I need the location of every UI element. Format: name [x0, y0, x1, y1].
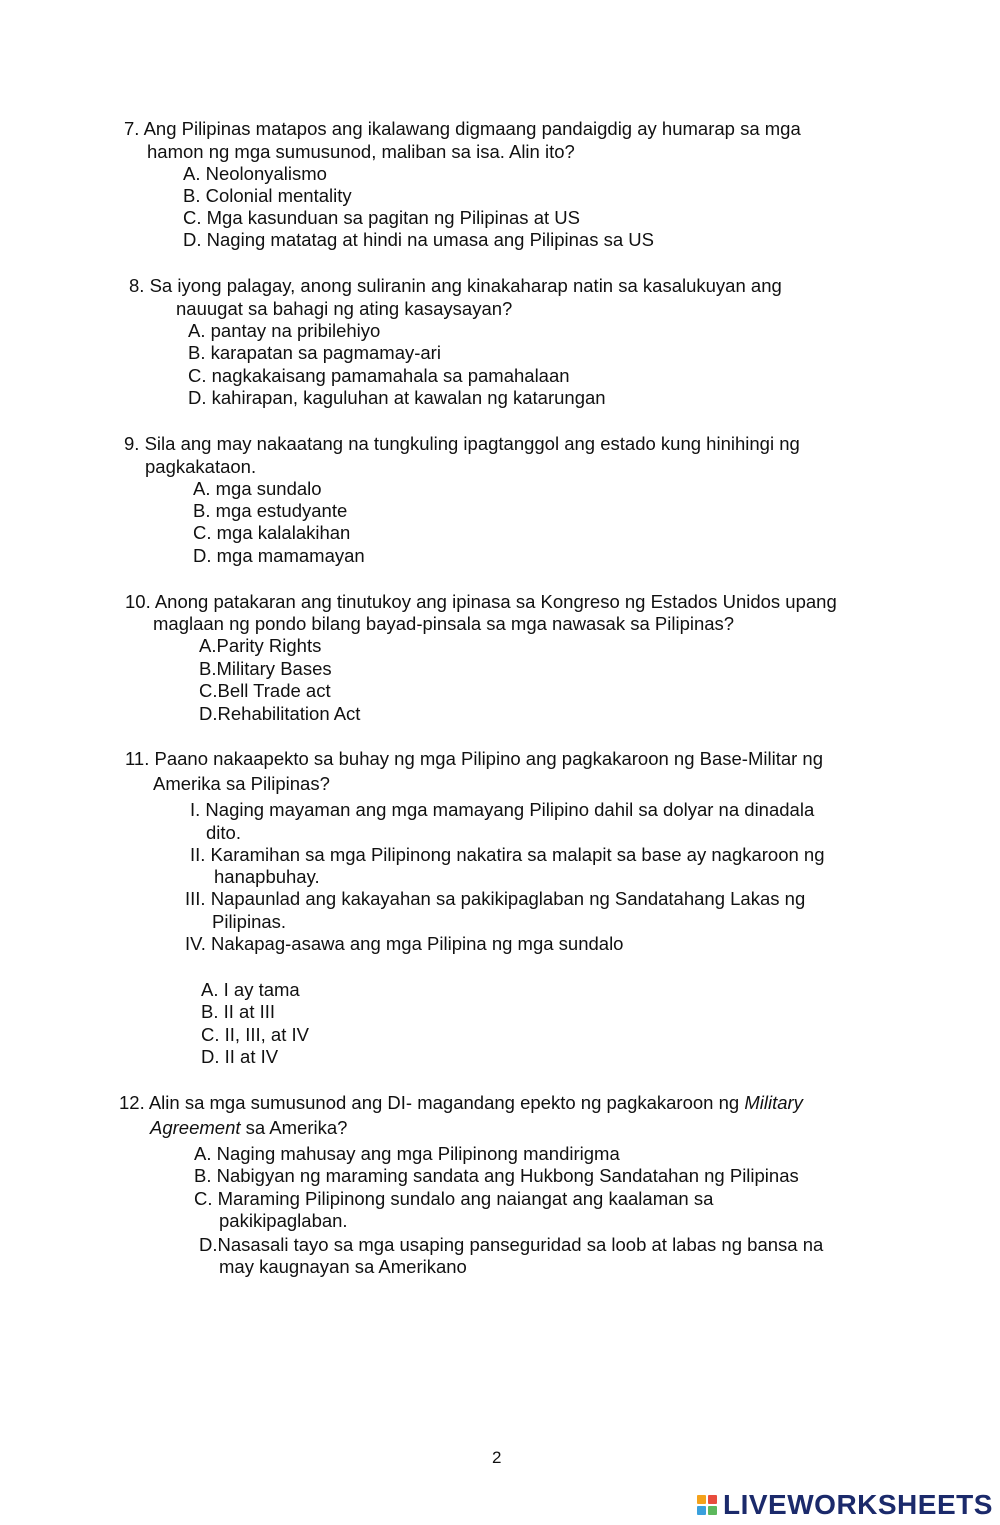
- q12-stem-italic-1: Military: [744, 1092, 803, 1113]
- q8-choice-a[interactable]: A. pantay na pribilehiyo: [188, 320, 381, 341]
- q7-choice-d[interactable]: D. Naging matatag at hindi na umasa ang Pilipinas sa US: [183, 229, 654, 250]
- q12-stem-italic-2: Agreement: [150, 1117, 241, 1138]
- q11-number: 11.: [125, 748, 150, 769]
- q9-choice-c[interactable]: C. mga kalalakihan: [193, 522, 351, 543]
- q7-stem-line1: 7. Ang Pilipinas matapos ang ikalawang digmaang pandaigdig ay humarap sa mga: [124, 118, 801, 139]
- q8-choice-b[interactable]: B. karapatan sa pagmamay-ari: [188, 342, 441, 363]
- q11-statement-1: I. Naging mayaman ang mga mamayang Pilipino dahil sa dolyar na dinadala: [190, 799, 815, 820]
- q7-stem-line2: hamon ng mga sumusunod, maliban sa isa. Alin ito?: [147, 141, 575, 162]
- q10-choice-b[interactable]: B.Military Bases: [199, 658, 332, 679]
- q10-choice-a[interactable]: A.Parity Rights: [199, 635, 322, 656]
- q9-number: 9.: [124, 433, 140, 454]
- q11-stem-line1: 11. Paano nakaapekto sa buhay ng mga Pilipino ang pagkakaroon ng Base-Militar ng: [125, 748, 824, 769]
- logo-blocks-icon: [697, 1495, 717, 1515]
- q12-stem-line1: 12. Alin sa mga sumusunod ang DI- magandang epekto ng pagkakaroon ng Military: [119, 1092, 803, 1113]
- q11-statement-2-cont: hanapbuhay.: [214, 866, 320, 887]
- q12-choice-d-cont: may kaugnayan sa Amerikano: [219, 1256, 467, 1277]
- q11-choice-a[interactable]: A. I ay tama: [201, 979, 300, 1000]
- q7-choice-b[interactable]: B. Colonial mentality: [183, 185, 352, 206]
- logo-text: LIVEWORKSHEETS: [723, 1489, 993, 1520]
- q11-choice-d[interactable]: D. II at IV: [201, 1046, 279, 1067]
- q12-stem-line2: Agreement sa Amerika?: [150, 1117, 348, 1138]
- q8-number: 8.: [129, 275, 145, 296]
- q9-stem-line2: pagkakataon.: [145, 456, 257, 477]
- q10-choice-c[interactable]: C.Bell Trade act: [199, 680, 331, 701]
- q7-number: 7.: [124, 118, 140, 139]
- q10-choice-d[interactable]: D.Rehabilitation Act: [199, 703, 361, 724]
- q11-statement-3-cont: Pilipinas.: [212, 911, 287, 932]
- q11-stem-line2: Amerika sa Pilipinas?: [153, 773, 330, 794]
- q8-choice-c[interactable]: C. nagkakaisang pamamahala sa pamahalaan: [188, 365, 570, 386]
- q11-statement-1-cont: dito.: [206, 822, 241, 843]
- q12-choice-a[interactable]: A. Naging mahusay ang mga Pilipinong mandirigma: [194, 1143, 620, 1164]
- q7-choice-a[interactable]: A. Neolonyalismo: [183, 163, 327, 184]
- q11-choice-b[interactable]: B. II at III: [201, 1001, 276, 1022]
- q10-number: 10.: [125, 591, 151, 612]
- q11-choice-c[interactable]: C. II, III, at IV: [201, 1024, 309, 1045]
- q12-choice-c-cont: pakikipaglaban.: [219, 1210, 348, 1231]
- q8-choice-d[interactable]: D. kahirapan, kaguluhan at kawalan ng katarungan: [188, 387, 606, 408]
- liveworksheets-logo: [697, 1488, 993, 1522]
- q12-choice-c[interactable]: C. Maraming Pilipinong sundalo ang naiangat ang kaalaman sa: [194, 1188, 714, 1209]
- q10-stem-line2: maglaan ng pondo bilang bayad-pinsala sa mga nawasak sa Pilipinas?: [153, 613, 735, 634]
- q10-stem-line1: 10. Anong patakaran ang tinutukoy ang ipinasa sa Kongreso ng Estados Unidos upang: [125, 591, 837, 612]
- q8-stem-line2: nauugat sa bahagi ng ating kasaysayan?: [176, 298, 513, 319]
- q7-choice-c[interactable]: C. Mga kasunduan sa pagitan ng Pilipinas at US: [183, 207, 580, 228]
- q11-statement-2: II. Karamihan sa mga Pilipinong nakatira sa malapit sa base ay nagkaroon ng: [190, 844, 825, 865]
- q12-choice-d[interactable]: D.Nasasali tayo sa mga usaping panseguridad sa loob at labas ng bansa na: [199, 1234, 824, 1255]
- q9-choice-b[interactable]: B. mga estudyante: [193, 500, 348, 521]
- q9-choice-d[interactable]: D. mga mamamayan: [193, 545, 365, 566]
- q11-statement-4: IV. Nakapag-asawa ang mga Pilipina ng mga sundalo: [185, 933, 624, 954]
- q9-stem-line1: 9. Sila ang may nakaatang na tungkuling ipagtanggol ang estado kung hinihingi ng: [124, 433, 800, 454]
- page-number: 2: [492, 1448, 502, 1467]
- q9-choice-a[interactable]: A. mga sundalo: [193, 478, 322, 499]
- q12-number: 12.: [119, 1092, 145, 1113]
- q12-choice-b[interactable]: B. Nabigyan ng maraming sandata ang Hukbong Sandatahan ng Pilipinas: [194, 1165, 799, 1186]
- q11-statement-3: III. Napaunlad ang kakayahan sa pakikipaglaban ng Sandatahang Lakas ng: [185, 888, 806, 909]
- q8-stem-line1: 8. Sa iyong palagay, anong suliranin ang kinakaharap natin sa kasalukuyan ang: [129, 275, 782, 296]
